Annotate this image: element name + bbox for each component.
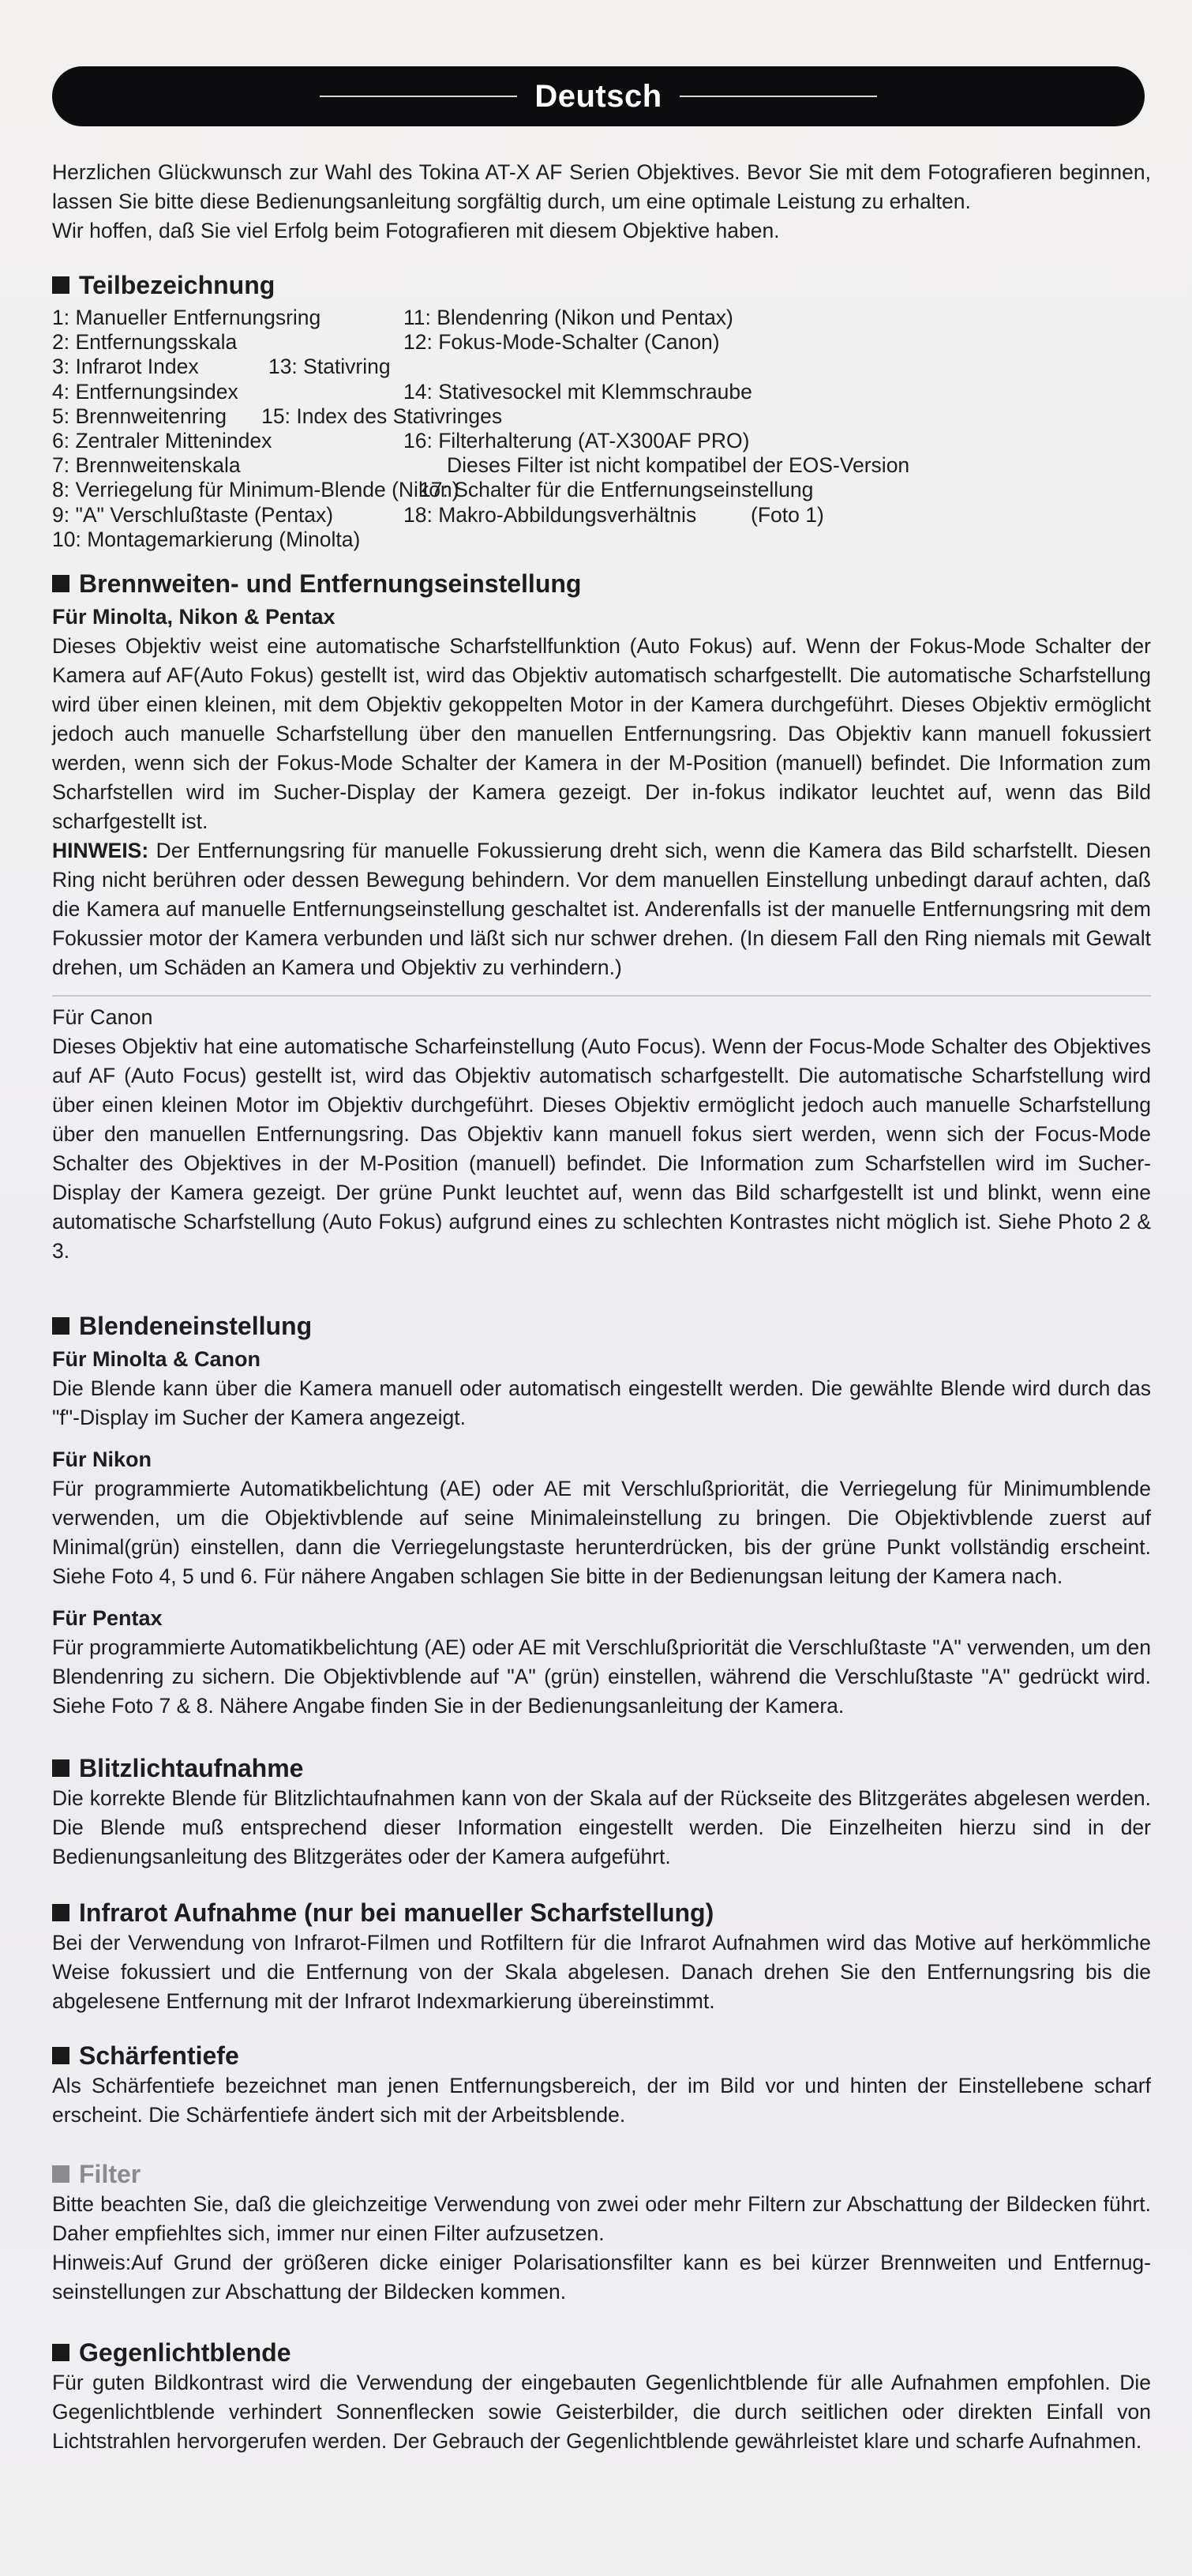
bullet-square-icon <box>52 1759 69 1777</box>
parts-cell: (Foto 1) <box>751 502 824 527</box>
parts-cell: 6: Zentraler Mittenindex <box>52 429 272 453</box>
focus-minolta-text: Dieses Objektiv weist eine automatische Scharfstellfunktion (Auto Fokus) auf. Wenn der Fokus-Mode Schalter der Kamera auf AF(Auto Fokus) gestellt ist, wird das Objektiv automatisch scharfgestellt. Die automatische Scharfstellung wird über einen kleinen, mit dem Objektiv gekoppelten Motor in der Kamera durchgeführt. Dieses Objektiv ermöglicht jedoch auch manuelle Scharfstellung über den manuellen Entfernungsring. Das Objektiv kann manuell fokussiert werden, wenn sich der Fokus-Mode Schalter der Kamera in der M-Position (manuell) befindet. Die Information zum Scharfstellen wird im Sucher-Display der Kamera gezeigt. Der in-fokus indikator leuchtet auf, wenn das Bild scharfgestellt ist. <box>52 634 1151 834</box>
parts-heading-text: Teilbezeichnung <box>79 271 276 299</box>
filter-text-1: Bitte beachten Sie, daß die gleichzeitige Verwendung von zwei oder mehr Filtern zur Abschattung der Bildecken führt. Daher empfiehltes sich, immer nur einen Filter aufzusetzen. <box>52 2192 1151 2246</box>
bullet-square-icon <box>52 2047 69 2064</box>
parts-cell: 9: "A" Verschlußtaste (Pentax) <box>52 502 334 527</box>
focus-canon-text: Dieses Objektiv hat eine automatische Scharfeinstellung (Auto Focus). Wenn der Focus-Mode Schalter des Objektives auf AF (Auto Focus) gestellt ist, wird das Objektiv automatisch scharfgestellt. Die automatische Scharfstellung wird über einen kleinen Motor im Objektiv durchgeführt. Dieses Objektiv ermöglicht jedoch auch manuelle Scharfstellung über den manuellen Entfernungsring. Das Objektiv kann manuell fokus siert werden, wenn sich der Focus-Mode Schalter des Objektives in der M-Position (manuell) befindet. Die Information zum Scharfstellen wird im Sucher-Display der Kamera gezeigt. Der grüne Punkt leuchtet auf, wenn das Bild scharfgestellt ist und blinkt, wenn eine automatische Scharfstellung (Auto Fokus) aufgrund eines zu schlechten Kontrastes nicht möglich ist. Siehe Photo 2 & 3. <box>52 1035 1151 1264</box>
parts-cell <box>703 355 916 379</box>
intro-paragraph-2: Wir hoffen, daß Sie viel Erfolg beim Fotografieren mit diesem Objektive haben. <box>52 219 780 242</box>
parts-cell <box>703 429 916 453</box>
section-focus <box>52 568 1151 1266</box>
note-label: HINWEIS: <box>52 839 149 863</box>
parts-cell <box>403 528 703 552</box>
parts-cell: 10: Montagemarkierung (Minolta) <box>52 527 361 551</box>
focus-note <box>52 836 1151 982</box>
depth-heading <box>52 2040 1151 2071</box>
section-depth <box>52 2040 1151 2130</box>
intro <box>52 158 1151 246</box>
parts-cell: 16: Filterhalterung (AT-X300AF PRO) <box>403 429 750 453</box>
aperture-minolta-text: Die Blende kann über die Kamera manuell oder automatisch eingestellt werden. Die gewählte Blende wird durch das "f"-Display im Sucher der Kamera angezeigt. <box>52 1376 1151 1430</box>
aperture-pentax-text: Für programmierte Automatikbelichtung (AE) oder AE mit Verschlußpriorität die Verschlußtaste "A" verwenden, um den Blendenring zu sichern. Die Objektivblende auf "A" (grün) einstellen, während die Verschlußtaste "A" gedrückt wird. Siehe Foto 7 & 8. Nähere Angabe finden Sie in der Bedienungsanleitung der Kamera. <box>52 1635 1151 1718</box>
section-flash <box>52 1752 1151 1872</box>
focus-heading <box>52 568 1151 599</box>
section-parts <box>52 269 1151 552</box>
focus-minolta-heading: Für Minolta, Nikon & Pentax <box>52 605 335 629</box>
aperture-pentax-heading: Für Pentax <box>52 1606 163 1631</box>
bullet-square-icon <box>52 1317 69 1335</box>
parts-cell: 18: Makro-Abbildungsverhältnis <box>403 502 697 527</box>
aperture-nikon-heading: Für Nikon <box>52 1448 152 1472</box>
parts-cell: 17: Schalter für die Entfernungseinstellung <box>419 478 814 502</box>
parts-cell <box>703 306 916 330</box>
parts-cell: 3: Infrarot Index 13: Stativring <box>52 355 391 379</box>
parts-cell: 2: Entfernungsskala <box>52 330 238 355</box>
bullet-square-icon <box>52 2344 69 2361</box>
aperture-heading <box>52 1310 1151 1342</box>
flash-heading-text: Blitzlichtaufnahme <box>79 1754 304 1783</box>
bullet-square-icon <box>52 2165 69 2183</box>
note-text: Der Entfernungsring für manuelle Fokussierung dreht sich, wenn die Kamera das Bild scharfstellt. Diesen Ring nicht berühren oder dessen Bewegung behindern. Vor dem manuellen Einstellung unbedingt darauf achten, daß die Kamera auf manuelle Entfernungseinstellung geschaltet ist. Anderenfalls ist der manuelle Entfernungsring mit dem Fokussier motor der Kamera verbunden und läßt sich nur schwer drehen. (In diesem Fall den Ring niemals mit Gewalt drehen, um Schäden an Kamera und Objektiv zu verhindern.) <box>52 839 1151 980</box>
depth-heading-text: Schärfentiefe <box>79 2041 239 2071</box>
parts-cell: 1: Manueller Entfernungsring <box>52 306 321 329</box>
banner-rule-left <box>320 96 517 97</box>
page-fold <box>52 995 1151 1266</box>
parts-cell <box>703 528 916 552</box>
parts-cell: Dieses Filter ist nicht kompatibel der EOS-Version <box>447 453 910 478</box>
infrared-heading-text: Infrarot Aufnahme (nur bei manueller Scharfstellung) <box>79 1898 714 1928</box>
banner-rule-right <box>680 96 877 97</box>
parts-cell <box>703 330 916 355</box>
parts-cell: 8: Verriegelung für Minimum-Blende (Nikon) <box>52 478 459 502</box>
language-banner <box>52 66 1145 126</box>
parts-heading <box>52 269 1151 301</box>
flash-heading <box>52 1752 1151 1784</box>
flash-text: Die korrekte Blende für Blitzlichtaufnahmen kann von der Skala auf der Rückseite des Blitzgerätes abgelesen werden. Die Blende muß entsprechend dieser Information eingestellt werden. Die Einzelheiten hierzu sind in der Bedienungsanleitung des Blitzgerätes oder der Kamera aufgeführt. <box>52 1786 1151 1869</box>
bullet-square-icon <box>52 575 69 592</box>
section-hood <box>52 2337 1151 2456</box>
parts-list <box>52 306 1151 552</box>
bullet-square-icon <box>52 276 69 294</box>
filter-text-2: Hinweis:Auf Grund der größeren dicke einiger Polarisationsfilter kann es bei kürzer Brennweiten und Entfernug-seinstellungen zur Abschattung der Bildecken kommen. <box>52 2251 1151 2304</box>
hood-text: Für guten Bildkontrast wird die Verwendung der eingebauten Gegenlichtblende für alle Aufnahmen empfohlen. Die Gegenlichtblende verhindert Sonnenflecken sowie Geisterbilder, die durch seitlichen oder direkten Einfall von Lichtstrahlen hervorgerufen werden. Der Gebrauch der Gegenlichtblende gewährleistet klare und scharfe Aufnahmen. <box>52 2371 1151 2454</box>
section-infrared <box>52 1897 1151 2016</box>
parts-cell: 12: Fokus-Mode-Schalter (Canon) <box>403 330 720 355</box>
parts-cell: 11: Blendenring (Nikon und Pentax) <box>403 306 733 329</box>
parts-cell: 7: Brennweitenskala <box>52 453 241 478</box>
focus-canon-heading: Für Canon <box>52 1005 153 1030</box>
banner-title: Deutsch <box>534 78 662 114</box>
hood-heading <box>52 2337 1151 2368</box>
focus-heading-text: Brennweiten- und Entfernungseinstellung <box>79 569 582 599</box>
parts-cell <box>703 380 916 404</box>
hood-heading-text: Gegenlichtblende <box>79 2338 291 2368</box>
parts-cell: 4: Entfernungsindex <box>52 379 238 404</box>
depth-text: Als Schärfentiefe bezeichnet man jenen Entfernungsbereich, der im Bild vor und hinten der Einstellebene scharf erscheint. Die Schärfentiefe ändert sich mit der Arbeitsblende. <box>52 2074 1151 2127</box>
infrared-text: Bei der Verwendung von Infrarot-Filmen und Rotfiltern für die Infrarot Aufnahmen wird das Motive auf herkömmliche Weise fokussiert und die Entfernung von der Skala abgelesen. Danach drehen Sie den Entfernungsring bis die abgelesene Entfernung mit der Infrarot Indexmarkierung übereinstimmt. <box>52 1931 1151 2014</box>
filter-heading-text: Filter <box>79 2160 141 2189</box>
aperture-minolta-heading: Für Minolta & Canon <box>52 1347 261 1372</box>
bullet-square-icon <box>52 1904 69 1921</box>
parts-cell: 14: Stativesockel mit Klemmschraube <box>403 379 752 404</box>
parts-cell: 5: Brennweitenring 15: Index des Stativringes <box>52 404 503 428</box>
parts-cell <box>703 404 916 429</box>
aperture-nikon-text: Für programmierte Automatikbelichtung (AE) oder AE mit Verschlußpriorität, die Verriegelung für Minimumblende verwenden, um die Objektivblende auf seine Minimaleinstellung zu bringen. Die Objektivblende zuerst auf Minimal(grün) einstellen, dann die Verriegelungstaste herunterdrücken, bis der grüne Punkt vollständig erscheint. Siehe Foto 4, 5 und 6. Für nähere Angaben schlagen Sie bitte in der Bedienungsan leitung der Kamera nach. <box>52 1477 1151 1589</box>
infrared-heading <box>52 1897 1151 1928</box>
aperture-heading-text: Blendeneinstellung <box>79 1312 313 1341</box>
intro-paragraph-1: Herzlichen Glückwunsch zur Wahl des Tokina AT-X AF Serien Objektives. Bevor Sie mit dem Fotografieren beginnen, lassen Sie bitte diese Bedienungsanleitung sorgfältig durch, um eine optimale Leistung zu erhalten. <box>52 160 1151 213</box>
section-aperture <box>52 1310 1151 1721</box>
section-filter <box>52 2158 1151 2307</box>
filter-heading <box>52 2158 1151 2190</box>
